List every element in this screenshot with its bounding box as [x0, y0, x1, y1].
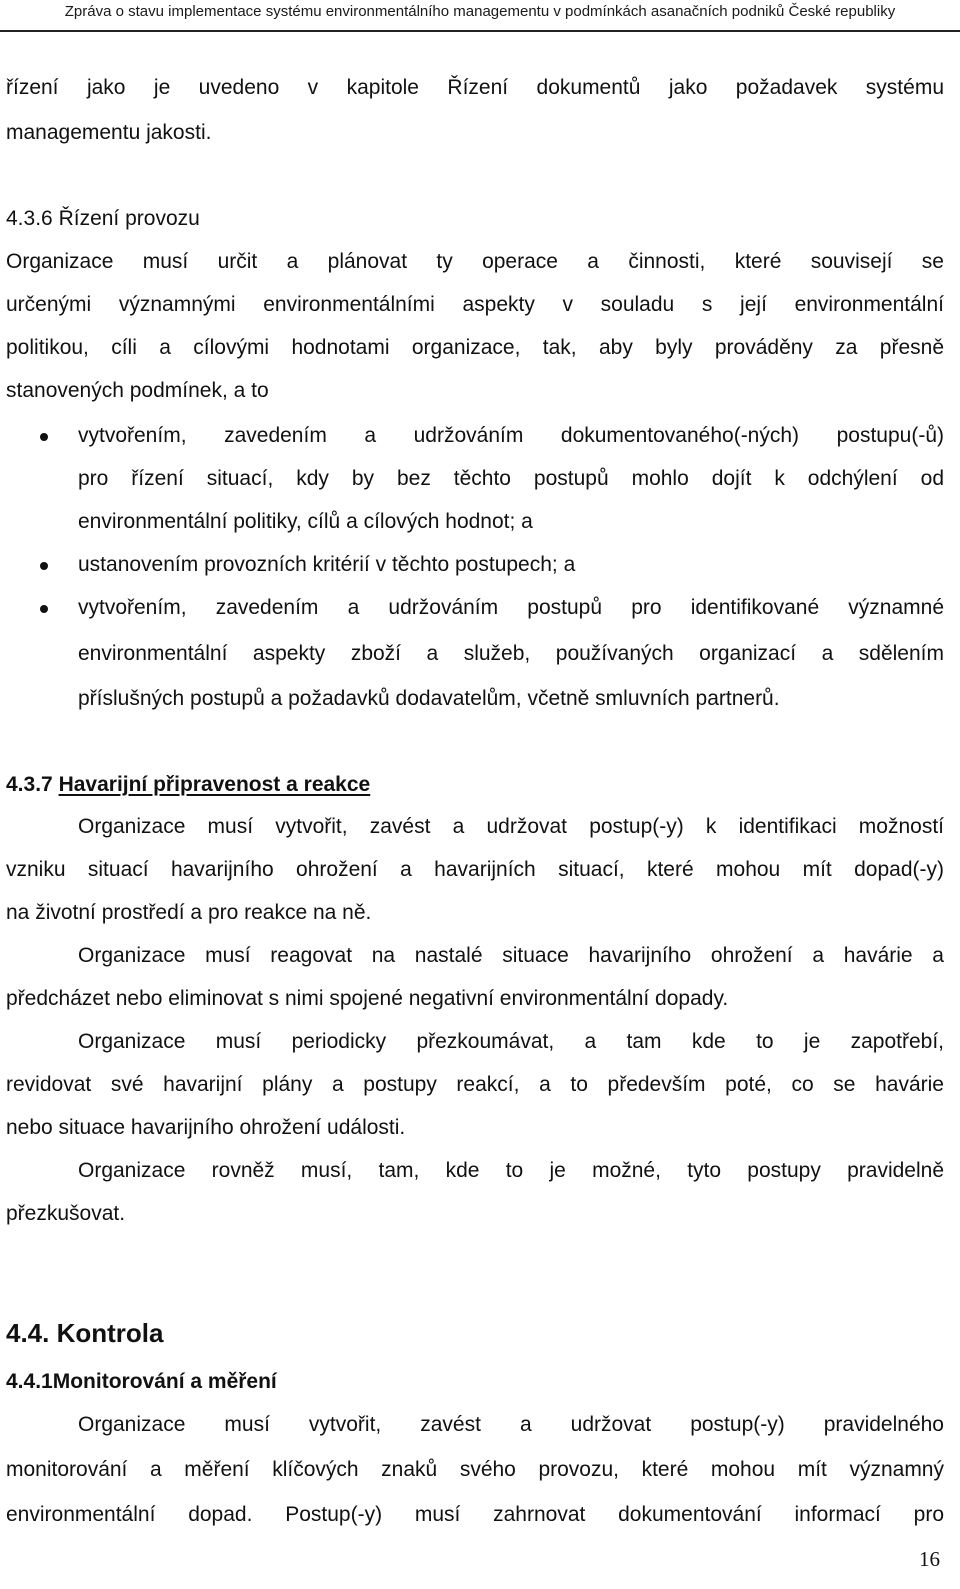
section-heading-4-3-6	[6, 205, 200, 233]
section-title: Monitorování a měření	[52, 1370, 277, 1393]
body-line: environmentální dopad. Postup(-y) musí zahrnovat dokumentování informací pro	[6, 1503, 944, 1526]
section-heading-4-3-7	[6, 771, 370, 799]
body-line: předcházet nebo eliminovat s nimi spojené negativní environmentální dopady.	[6, 987, 729, 1010]
body-line: Organizace rovněž musí, tam, kde to je možné, tyto postupy pravidelně	[78, 1159, 944, 1182]
body-line: řízení jako je uvedeno v kapitole Řízení dokumentů jako požadavek systému	[6, 76, 944, 99]
bullet-icon	[40, 562, 48, 570]
body-line: politikou, cíli a cílovými hodnotami organizace, tak, aby byly prováděny za přesně	[6, 336, 944, 359]
chapter-heading-4-4: 4.4. Kontrola	[6, 1318, 164, 1348]
body-line: monitorování a měření klíčových znaků svého provozu, které mohou mít významný	[6, 1458, 944, 1481]
list-item-line: environmentální aspekty zboží a služeb, používaných organizací a sdělením	[78, 642, 944, 665]
list-item-line: pro řízení situací, kdy by bez těchto postupů mohlo dojít k odchýlení od	[78, 467, 944, 490]
list-item-line: příslušných postupů a požadavků dodavatelům, včetně smluvních partnerů.	[78, 687, 780, 710]
body-line: Organizace musí vytvořit, zavést a udržovat postup(-y) pravidelného	[78, 1413, 944, 1436]
body-line: managementu jakosti.	[6, 121, 212, 144]
body-line: revidovat své havarijní plány a postupy reakcí, a to především poté, co se havárie	[6, 1073, 944, 1096]
section-heading-4-4-1	[6, 1368, 277, 1396]
section-title: Havarijní připravenost a reakce	[58, 773, 371, 796]
body-line: stanovených podmínek, a to	[6, 379, 269, 402]
bullet-icon	[40, 433, 48, 441]
body-line: Organizace musí určit a plánovat ty operace a činnosti, které souvisejí se	[6, 250, 944, 273]
body-line: určenými významnými environmentálními aspekty v souladu s její environmentální	[6, 293, 944, 316]
body-line: nebo situace havarijního ohrožení události.	[6, 1116, 406, 1139]
body-line: Organizace musí vytvořit, zavést a udržovat postup(-y) k identifikaci možností	[78, 815, 944, 838]
section-number: 4.3.7	[6, 773, 53, 796]
list-item-line: vytvořením, zavedením a udržováním dokumentovaného(-ných) postupu(-ů)	[78, 424, 944, 447]
list-item-line: vytvořením, zavedením a udržováním postupů pro identifikované významné	[78, 596, 944, 619]
list-item-line: ustanovením provozních kritérií v těchto postupech; a	[78, 553, 576, 576]
body-line: Organizace musí periodicky přezkoumávat, a tam kde to je zapotřebí,	[78, 1030, 944, 1053]
list-item-line: environmentální politiky, cílů a cílových hodnot; a	[78, 510, 533, 533]
body-line: vzniku situací havarijního ohrožení a havarijních situací, které mohou mít dopad(-y)	[6, 858, 944, 881]
section-number: 4.4.1	[6, 1370, 53, 1393]
body-line: na životní prostředí a pro reakce na ně.	[6, 901, 372, 924]
body-line: přezkušovat.	[6, 1202, 126, 1225]
section-title: Řízení provozu	[58, 207, 200, 230]
page-number: 16	[919, 1547, 940, 1571]
body-line: Organizace musí reagovat na nastalé situace havarijního ohrožení a havárie a	[78, 944, 944, 967]
bullet-icon	[40, 605, 48, 613]
section-number: 4.3.6	[6, 207, 53, 230]
running-header: Zpráva o stavu implementace systému environmentálního managementu v podmínkách asanačních podniků České republiky	[0, 0, 960, 32]
